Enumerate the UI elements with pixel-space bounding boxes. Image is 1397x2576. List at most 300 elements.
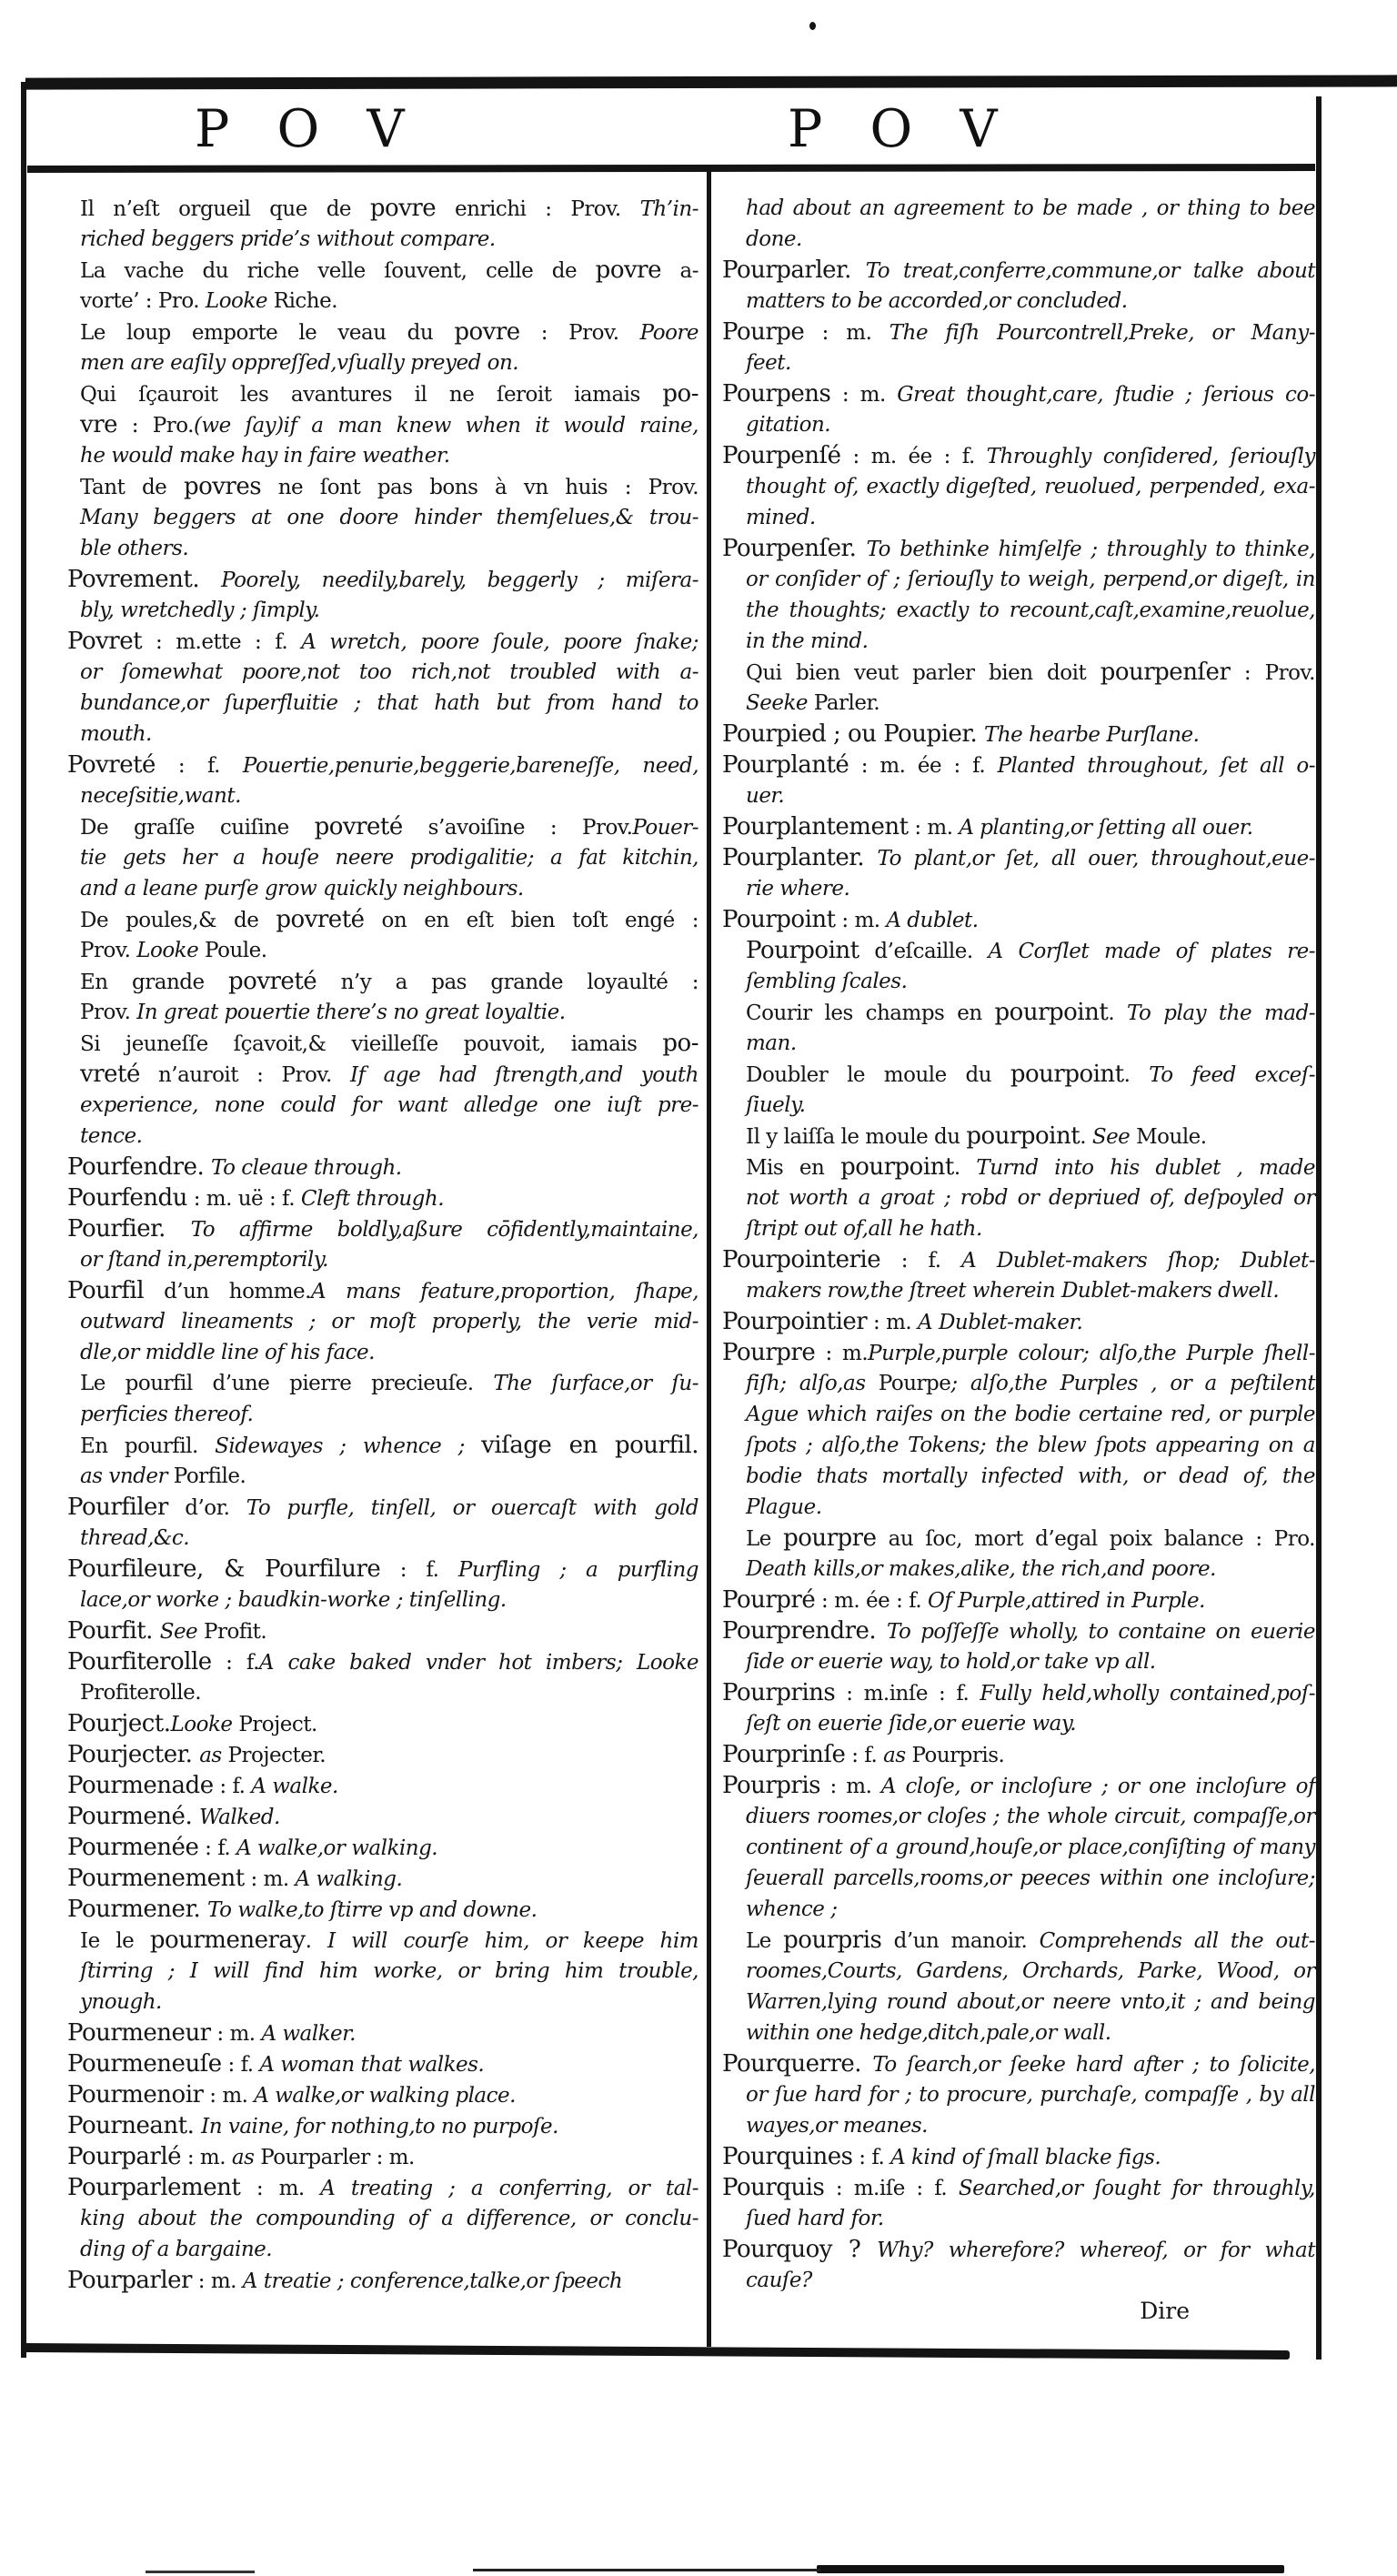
entry-line <box>722 688 1315 719</box>
entry-line <box>722 533 1315 564</box>
phrase-text: vreté <box>80 1061 140 1088</box>
definition-text: Looke <box>170 1713 239 1736</box>
definition-text: ſtript out of,all he hath. <box>746 1217 982 1241</box>
phrase-text: : f. <box>211 1651 259 1675</box>
entry-line <box>722 2079 1315 2110</box>
dictionary-entry <box>722 1585 1315 1615</box>
definition-text: Death kills,or makes,alike, the rich,and poore. <box>746 1557 1216 1581</box>
dictionary-entry <box>67 626 698 750</box>
phrase-text: Tant de <box>80 476 184 499</box>
entry-line <box>67 1956 698 1987</box>
dictionary-entry <box>722 842 1315 904</box>
headword-text: Pourfendu <box>67 1184 187 1212</box>
entry-line <box>722 1213 1315 1244</box>
phrase-text: pourpoint <box>840 1153 954 1181</box>
headword-text: Pourquoy ? <box>722 2236 878 2263</box>
entry-line <box>722 193 1315 224</box>
dictionary-entry <box>67 1615 698 1646</box>
dictionary-entry <box>722 1770 1315 1925</box>
entry-line <box>67 224 698 255</box>
phrase-text: pourpre <box>783 1524 877 1552</box>
definition-text: or ſtand in,peremptorily. <box>80 1248 328 1272</box>
dictionary-entry <box>722 1337 1315 1523</box>
dictionary-entry <box>67 1492 698 1554</box>
entry-line <box>722 347 1315 378</box>
phrase-text: : m. <box>203 2084 255 2108</box>
phrase-text: Si jeuneſſe ſçavoit,& vieilleſſe pouvoit, iamais <box>80 1032 663 1056</box>
headword-text: Pourfil <box>67 1277 145 1304</box>
definition-text: mined. <box>746 506 816 529</box>
entry-line <box>722 904 1315 935</box>
dictionary-entry <box>67 1152 698 1182</box>
right-border-rule <box>1316 96 1322 2360</box>
headword-text: Pourquerre. <box>722 2050 873 2078</box>
definition-text: A Dublet-makers ſhop; Dublet- <box>961 1249 1315 1273</box>
definition-text: done. <box>746 227 802 251</box>
dictionary-entry <box>722 935 1315 997</box>
entry-line <box>722 1987 1315 2018</box>
dictionary-entry <box>67 1182 698 1213</box>
phrase-text: pourpoint <box>966 1122 1080 1150</box>
entry-line <box>67 1708 698 1739</box>
entry-line <box>722 997 1315 1028</box>
definition-text: Searched,or ſought for throughly, <box>958 2177 1315 2200</box>
entry-line <box>67 1182 698 1213</box>
definition-text: Poore <box>639 321 699 345</box>
dictionary-entry <box>67 1554 698 1615</box>
definition-text: ſued hard for. <box>746 2207 884 2230</box>
definition-text: To plant,or ſet, all ouer, throughout,eue- <box>877 847 1315 870</box>
phrase-text: La vache du riche velle ſouvent, celle de <box>80 259 596 283</box>
headword-text: Pourplanté <box>722 751 849 779</box>
definition-text: men are eaſily oppreſſed,vſually preyed on. <box>80 351 519 375</box>
entry-line <box>67 286 698 317</box>
phrase-text: povreté <box>314 813 403 840</box>
entry-line <box>67 2110 698 2141</box>
definition-text: A cake baked vnder hot imbers; Looke <box>258 1651 698 1675</box>
phrase-text: viſage en pourfil. <box>481 1432 698 1459</box>
dictionary-entry <box>67 1925 698 2018</box>
definition-text: had about an agreement to be made , or thing to bee <box>746 196 1315 220</box>
phrase-text: . <box>1123 1063 1150 1087</box>
phrase-text: pourpoint <box>994 999 1109 1026</box>
definition-text: gitation. <box>746 413 831 437</box>
phrase-text: pourpoint <box>1010 1061 1124 1088</box>
entry-line <box>722 1399 1315 1430</box>
phrase-text: : m. ée : f. <box>840 445 987 468</box>
dictionary-entry <box>722 255 1315 317</box>
definition-text: Purple,purple colour; alſo,the Purple ſhell- <box>868 1342 1315 1365</box>
phrase-text: : m. <box>181 2146 232 2169</box>
headword-text: Pourfileure, & Pourfilure <box>67 1555 381 1583</box>
entry-line <box>722 1646 1315 1677</box>
phrase-text: Ie le <box>80 1929 150 1953</box>
definition-text: A mans feature,proportion, ſhape, <box>310 1280 699 1303</box>
dictionary-entry <box>67 193 698 255</box>
definition-text: continent of a ground,houſe,or place,conſiſting of many <box>746 1836 1315 1859</box>
definition-text: Poorely, needily,barely, beggerly ; miſera- <box>221 569 698 592</box>
entry-line <box>67 2079 698 2110</box>
headword-text: Pourfiterolle <box>67 1648 212 1675</box>
dictionary-entry <box>67 1863 698 1894</box>
entry-line <box>722 255 1315 286</box>
entry-line <box>722 564 1315 595</box>
phrase-text: vorte’ : Pro. <box>80 289 206 313</box>
entry-line <box>67 533 698 564</box>
phrase-text: : m. <box>830 383 898 407</box>
phrase-text: : m. <box>815 1342 869 1365</box>
definition-text: thought of, exactly digeſted, reuolued, perpended, exa- <box>746 475 1315 498</box>
definition-text: as <box>231 2146 261 2169</box>
definition-text: Comprehends all the out- <box>1039 1929 1315 1953</box>
definition-text: A wretch, poore ſoule, poore ſnake; <box>301 630 699 654</box>
definition-text: or ſomewhat poore,not too rich,not troubled with a- <box>80 660 698 684</box>
definition-text: experience, none could for want alledge one iuſt pre- <box>80 1093 698 1117</box>
entry-line <box>722 750 1315 780</box>
entry-line <box>722 1677 1315 1708</box>
phrase-text: Le <box>746 1929 784 1953</box>
definition-text: In vaine, for nothing,to no purpoſe. <box>201 2115 558 2138</box>
definition-text: To ſearch,or ſeeke hard after ; to ſolicite, <box>872 2053 1315 2077</box>
dictionary-entry <box>67 2048 698 2079</box>
entry-line <box>67 378 698 409</box>
definition-text: bly, wretchedly ; ſimply. <box>80 599 320 622</box>
headword-text: Pourplantement <box>722 813 909 840</box>
page-header-right: P O V <box>788 99 1013 159</box>
dictionary-entry <box>67 1028 698 1152</box>
ink-spot <box>809 22 816 30</box>
definition-text: diuers roomes,or cloſes ; the whole circuit, compaſſe,or <box>746 1805 1315 1828</box>
phrase-text: Pourparler : m. <box>260 2146 415 2169</box>
phrase-text: : m. <box>244 1867 296 1891</box>
dictionary-entry <box>67 2265 698 2296</box>
definition-text: ſtirring ; I will find him worke, or bring him trouble, <box>80 1959 698 1983</box>
definition-text: lace,or worke ; baudkin-worke ; tinſelling. <box>80 1588 507 1612</box>
headword-text: Pourneant. <box>67 2112 202 2139</box>
headword-text: Pourparlement <box>67 2174 241 2201</box>
entry-line <box>67 1894 698 1925</box>
definition-text: See <box>1091 1125 1137 1149</box>
phrase-text: povreté <box>276 906 365 933</box>
phrase-text: vre <box>80 411 118 438</box>
entry-line <box>722 286 1315 317</box>
entry-line <box>722 1152 1315 1182</box>
entry-line <box>722 595 1315 626</box>
phrase-text: Riche. <box>273 289 338 313</box>
entry-line <box>722 1337 1315 1368</box>
entry-line <box>67 595 698 626</box>
entry-line <box>67 1059 698 1090</box>
definition-text: Why? wherefore? whereof, or for what <box>877 2239 1315 2262</box>
definition-text: uer. <box>746 784 785 808</box>
definition-text: The fiſh Pourcontrell,Preke, or Many- <box>889 321 1315 345</box>
headword-text: Pourmeneuſe <box>67 2050 222 2078</box>
headword-text: Pourmenée <box>67 1834 199 1861</box>
phrase-text: : m.inſe : f. <box>835 1682 980 1706</box>
headword-text: Pourfendre. <box>67 1153 212 1181</box>
definition-text: fiſh; alſo,as <box>746 1372 879 1395</box>
entry-line <box>67 1832 698 1863</box>
entry-line <box>67 811 698 842</box>
definition-text: In great pouertie there’s no great loyaltie. <box>136 1001 566 1024</box>
phrase-text: Prov. <box>80 1001 137 1024</box>
definition-text: bodie thats mortally infected with, or dead of, the <box>746 1464 1315 1488</box>
scan-smudge <box>473 2569 820 2571</box>
phrase-text: Prov. <box>80 939 137 962</box>
entry-line <box>67 1152 698 1182</box>
definition-text: A Dublet-maker. <box>918 1311 1083 1334</box>
definition-text: Warren,lying round about,or neere vnto,it ; and being <box>746 1990 1315 2014</box>
entry-line <box>722 1275 1315 1306</box>
entry-line <box>722 1770 1315 1801</box>
definition-text: Walked. <box>198 1806 280 1829</box>
column-right <box>722 193 1315 2296</box>
phrase-text: : m. <box>210 2022 262 2046</box>
definition-text: Th’in- <box>639 197 698 221</box>
dictionary-entry <box>67 750 698 811</box>
definition-text: as <box>883 1744 912 1767</box>
phrase-text: a- <box>660 259 698 283</box>
definition-text: The ſurface,or ſu- <box>493 1372 698 1395</box>
definition-text: A walker. <box>261 2022 356 2046</box>
entry-line <box>722 1028 1315 1059</box>
entry-line <box>722 2110 1315 2141</box>
headword-text: Pourpied ; ou Poupier. <box>722 720 984 748</box>
definition-text: ynough. <box>80 1990 162 2014</box>
definition-text: not worth a groat ; robd or depriued of, deſpoyled or <box>746 1186 1315 1210</box>
definition-text: A dublet. <box>886 909 979 932</box>
entry-line <box>722 1059 1315 1090</box>
entry-line <box>722 966 1315 997</box>
dictionary-entry <box>722 2234 1315 2296</box>
definition-text: matters to be accorded,or concluded. <box>746 289 1128 313</box>
phrase-text: po- <box>662 380 698 408</box>
phrase-text: Pourpe <box>878 1372 951 1395</box>
phrase-text: d’eſcaille. <box>859 940 989 963</box>
phrase-text: : f. <box>852 2146 891 2169</box>
entry-line <box>67 1863 698 1894</box>
bottom-rule <box>24 2343 1290 2360</box>
dictionary-entry <box>67 1368 698 1430</box>
headword-text: Pourmeneur <box>67 2019 211 2047</box>
entry-line <box>722 2203 1315 2234</box>
headword-text: Pourquines <box>722 2143 853 2170</box>
definition-text: as <box>199 1744 228 1767</box>
phrase-text: d’un manoir. <box>881 1929 1040 1953</box>
headword-text: Povrement. <box>67 566 222 593</box>
scan-smudge <box>817 2565 1284 2573</box>
dictionary-entry <box>722 719 1315 750</box>
definition-text: (we ſay)if a man knew when it would raine, <box>193 414 698 438</box>
entry-line <box>67 2234 698 2265</box>
definition-text: Purfling ; a purfling <box>457 1558 698 1582</box>
dictionary-entry <box>722 2048 1315 2141</box>
entry-line <box>67 1275 698 1306</box>
dictionary-entry <box>722 1739 1315 1770</box>
definition-text: ſpots ; alſo,the Tokens; the blew ſpots appearing on a <box>746 1434 1315 1457</box>
phrase-text: Il y laiſſa le moule du <box>746 1125 967 1149</box>
phrase-text: n’auroit : Prov. <box>139 1063 350 1087</box>
entry-line <box>67 471 698 502</box>
definition-text: man. <box>746 1031 797 1055</box>
phrase-text: De poules,& de <box>80 909 276 932</box>
headword-text: Povret <box>67 628 143 655</box>
phrase-text: : m. <box>867 1311 919 1334</box>
phrase-text: Mis en <box>746 1156 841 1180</box>
entry-line <box>722 1121 1315 1152</box>
entry-line <box>722 2141 1315 2172</box>
phrase-text: Poule. <box>205 939 267 962</box>
entry-line <box>722 471 1315 502</box>
entry-line <box>67 1244 698 1275</box>
dictionary-entry <box>67 2172 698 2265</box>
phrase-text: En pourfil. <box>80 1434 216 1458</box>
headword-text: Pourpré <box>722 1586 816 1614</box>
entry-line <box>722 1244 1315 1275</box>
dictionary-entry <box>722 2172 1315 2234</box>
phrase-text: : m. <box>240 2177 321 2200</box>
phrase-text: s’avoiſine : Prov. <box>402 816 633 840</box>
phrase-text: : m.ette : f. <box>142 630 302 654</box>
entry-line <box>722 1863 1315 1894</box>
dictionary-entry <box>67 1894 698 1925</box>
entry-line <box>67 564 698 595</box>
definition-text: A planting,or ſetting all ouer. <box>959 816 1253 840</box>
dictionary-entry <box>67 1430 698 1492</box>
entry-line <box>722 502 1315 533</box>
entry-line <box>722 1306 1315 1337</box>
phrase-text: n’y a pas grande loyaulté : <box>317 971 698 994</box>
phrase-text: po- <box>662 1030 698 1057</box>
phrase-text: : m. <box>908 816 960 840</box>
phrase-text: Project. <box>238 1713 317 1736</box>
dictionary-entry <box>67 378 698 471</box>
entry-line <box>67 1213 698 1244</box>
phrase-text: ne ſont pas bons à vn huis : Prov. <box>261 476 699 499</box>
entry-line <box>722 719 1315 750</box>
dictionary-entry <box>722 533 1315 657</box>
entry-line <box>722 1615 1315 1646</box>
entry-line <box>67 626 698 657</box>
phrase-text: . <box>953 1156 977 1180</box>
definition-text: To affirme boldly,aßure cōfidently,maintaine, <box>190 1218 698 1242</box>
entry-line <box>67 1121 698 1152</box>
entry-line <box>722 1461 1315 1492</box>
entry-line <box>722 378 1315 409</box>
definition-text: Many beggers at one doore hinder themſelues,& trou- <box>80 506 698 529</box>
entry-line <box>722 1492 1315 1523</box>
entry-line <box>722 1832 1315 1863</box>
definition-text: Planted throughout, ſet all o- <box>997 754 1315 778</box>
phrase-text: Le loup emporte le veau du <box>80 321 455 345</box>
dictionary-entry <box>722 1306 1315 1337</box>
dictionary-entry <box>722 1152 1315 1244</box>
phrase-text: Courir les champs en <box>746 1001 995 1025</box>
phrase-text: povre <box>369 195 437 222</box>
entry-line <box>722 1182 1315 1213</box>
definition-text: Turnd into his dublet , made <box>976 1156 1315 1180</box>
definition-text: riched beggers pride’s without compare. <box>80 227 496 251</box>
dictionary-entry <box>722 378 1315 440</box>
headword-text: Pourpenſer. <box>722 535 867 562</box>
phrase-text: : f. <box>221 2053 260 2077</box>
phrase-text: Moule. <box>1136 1125 1207 1149</box>
phrase-text: : f. <box>155 754 243 778</box>
entry-line <box>67 1523 698 1554</box>
entry-line <box>67 2172 698 2203</box>
definition-text: he would make hay in faire weather. <box>80 444 450 468</box>
dictionary-entry <box>67 2110 698 2141</box>
entry-line <box>67 688 698 719</box>
definition-text: See <box>159 1620 204 1644</box>
definition-text: thread,&c. <box>80 1526 190 1550</box>
entry-line <box>67 1368 698 1399</box>
entry-line <box>722 1894 1315 1925</box>
definition-text: Pouertie,penurie,beggerie,bareneſſe, need, <box>242 754 698 778</box>
definition-text: Looke <box>136 939 206 962</box>
phrase-text: : f. <box>880 1249 962 1273</box>
entry-line <box>67 2265 698 2296</box>
dictionary-entry <box>722 440 1315 533</box>
dictionary-entry <box>67 1213 698 1275</box>
definition-text: The hearbe Purſlane. <box>984 723 1200 747</box>
phrase-text: : f. <box>845 1744 884 1767</box>
definition-text: To purfle, tinſell, or ouercaſt with gold <box>246 1496 698 1520</box>
entry-line <box>722 811 1315 842</box>
phrase-text: : m. <box>820 1775 881 1798</box>
entry-line <box>722 626 1315 657</box>
entry-line <box>67 1306 698 1337</box>
phrase-text: : f. <box>380 1558 458 1582</box>
phrase-text: povre <box>595 257 661 284</box>
dictionary-entry <box>67 1832 698 1863</box>
headword-text: Pourplanter. <box>722 844 878 871</box>
headword-text: Pourject. <box>67 1710 171 1737</box>
definition-text: ding of a bargaine. <box>80 2238 273 2261</box>
dictionary-entry <box>722 1244 1315 1306</box>
phrase-text: Profit. <box>203 1620 267 1644</box>
entry-line <box>67 1801 698 1832</box>
entry-line <box>722 1801 1315 1832</box>
entry-line <box>722 935 1315 966</box>
phrase-text: d’or. <box>167 1496 246 1520</box>
phrase-text: Porfile. <box>173 1464 246 1488</box>
definition-text: A walke,or walking. <box>236 1836 438 1860</box>
entry-line <box>67 347 698 378</box>
definition-text: A walking. <box>295 1867 403 1891</box>
dictionary-entry <box>67 1801 698 1832</box>
headword-text: Pourfier. <box>67 1215 191 1243</box>
dictionary-entry <box>722 750 1315 811</box>
headword-text: Pourmener. <box>67 1896 208 1923</box>
phrase-text: povre <box>454 318 520 346</box>
headword-text: Pourfiler <box>67 1494 168 1521</box>
entry-line <box>722 1925 1315 1956</box>
headword-text: Povreté <box>67 751 156 779</box>
headword-text: Pourjecter. <box>67 1741 200 1768</box>
entry-line <box>722 1708 1315 1739</box>
entry-line <box>67 780 698 811</box>
page-header-left: P O V <box>195 99 420 159</box>
entry-line <box>722 440 1315 471</box>
phrase-text: Le <box>746 1527 784 1551</box>
phrase-text: . <box>305 1929 327 1953</box>
entry-line <box>67 440 698 471</box>
entry-line <box>722 780 1315 811</box>
definition-text: within one hedge,ditch,pale,or wall. <box>746 2021 1111 2045</box>
entry-line <box>67 502 698 533</box>
dictionary-entry <box>67 1770 698 1801</box>
